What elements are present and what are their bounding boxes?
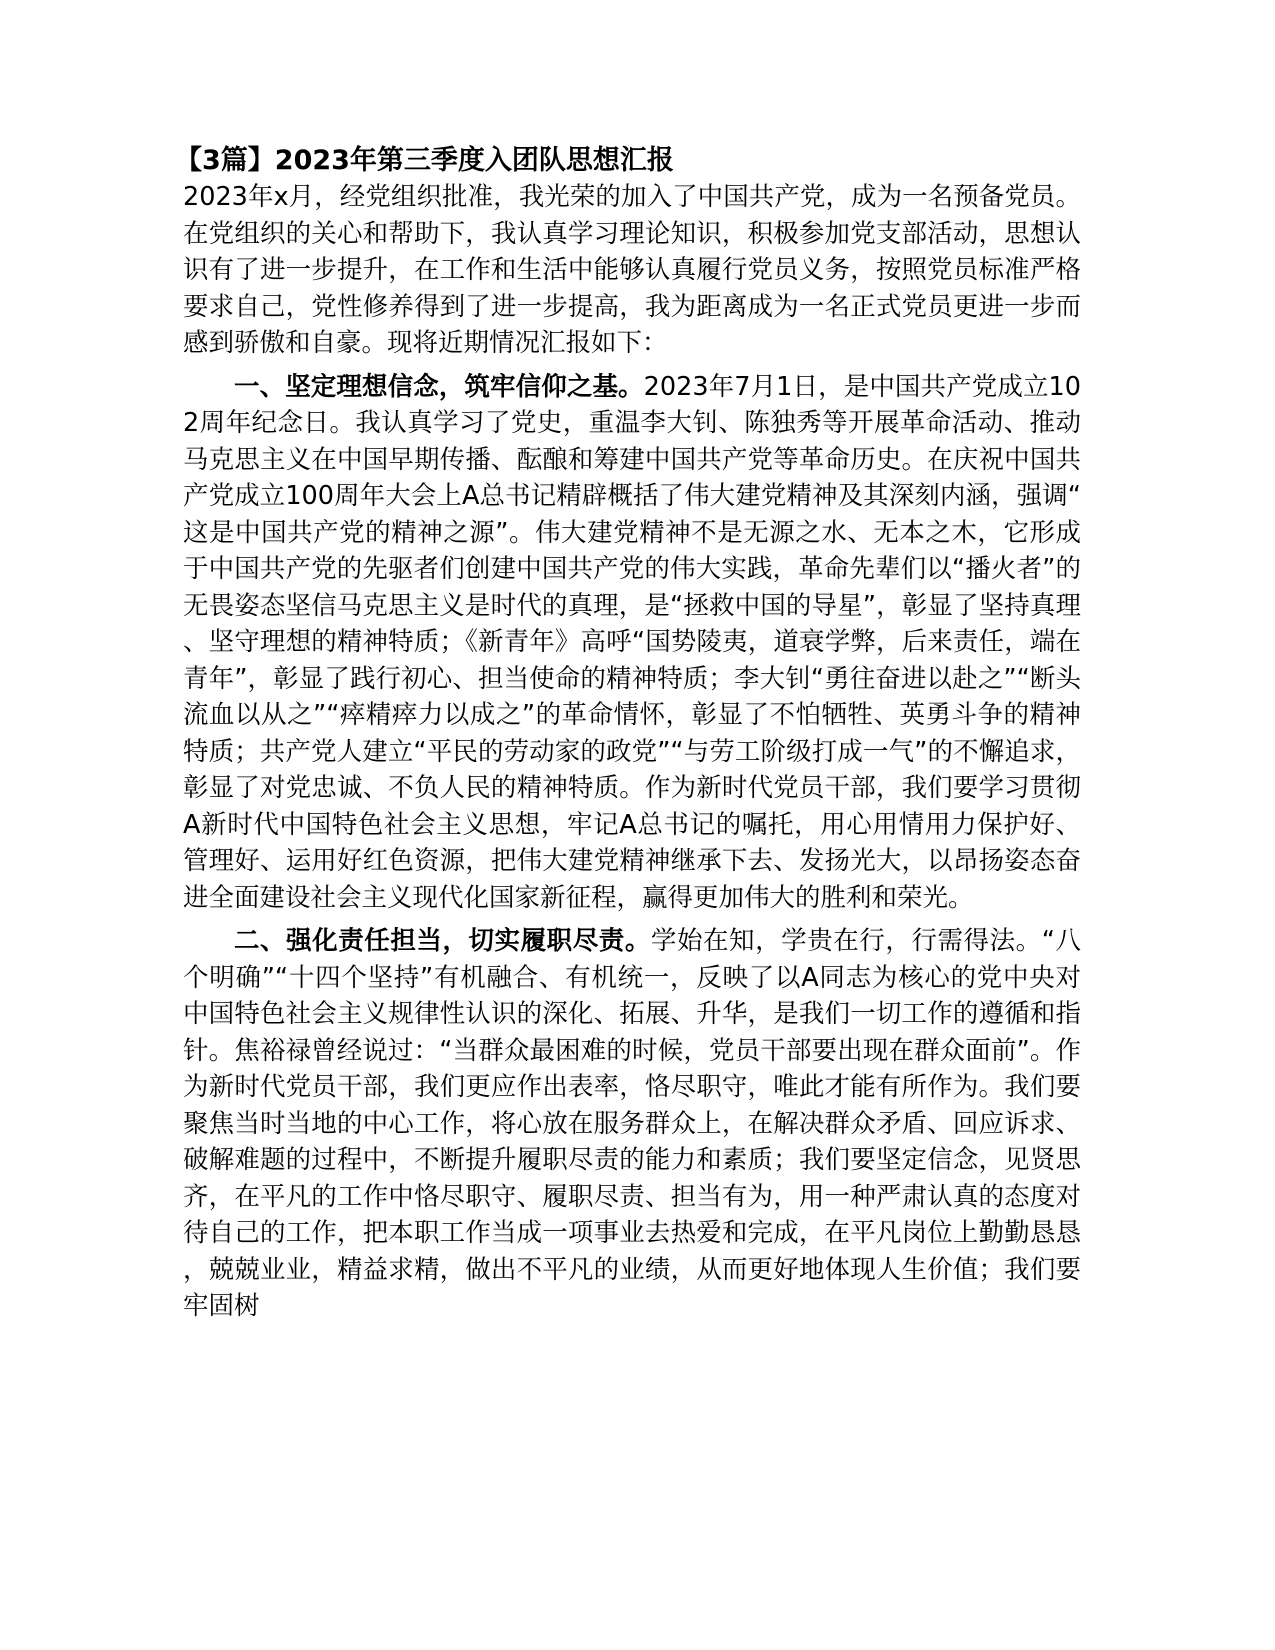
intro-paragraph: 2023年x月，经党组织批准，我光荣的加入了中国共产党，成为一名预备党员。在党组织的关心和帮助下，我认真学习理论知识，积极参加党支部活动，思想认识有了进一步提升，在工作和生活中能够认真履行党员义务，按照党员标准严格要求自己，党性修养得到了进一步提高，我为距离成为一名正式党员更进一步而感到骄傲和自豪。现将近期情况汇报如下： (183, 182, 1081, 358)
section-heading-2: 二、强化责任担当，切实履职尽责。 (234, 926, 651, 956)
section-paragraph-2 (183, 923, 1081, 1325)
section-paragraph-1 (183, 369, 1081, 917)
section-body-2: 学始在知，学贵在行，行需得法。“八个明确”“十四个坚持”有机融合、有机统一，反映了以A同志为核心的党中央对中国特色社会主义规律性认识的深化、拓展、升华，是我们一切工作的遵循和指针。焦裕禄曾经说过：“当群众最困难的时候，党员干部要出现在群众面前”。作为新时代党员干部，我们更应作出表率，恪尽职守，唯此才能有所作为。我们要聚焦当时当地的中心工作，将心放在服务群众上，在解决群众矛盾、回应诉求、破解难题的过程中，不断提升履职尽责的能力和素质；我们要坚定信念，见贤思齐，在平凡的工作中恪尽职守、履职尽责、担当有为，用一种严肃认真的态度对待自己的工作，把本职工作当成一项事业去热爱和完成，在平凡岗位上勤勤恳恳，兢兢业业，精益求精，做出不平凡的业绩，从而更好地体现人生价值；我们要牢固树 (183, 926, 1081, 1321)
document-page (175, 143, 1081, 1332)
section-heading-1: 一、坚定理想信念，筑牢信仰之基。 (234, 371, 644, 402)
section-body-1: 2023年7月1日，是中国共产党成立102周年纪念日。我认真学习了党史，重温李大钊、陈独秀等开展革命活动、推动马克思主义在中国早期传播、酝酿和筹建中国共产党等革命历史。在庆祝中国共产党成立100周年大会上A总书记精辟概括了伟大建党精神及其深刻内涵，强调“这是中国共产党的精神之源”。伟大建党精神不是无源之水、无本之木，它形成于中国共产党的先驱者们创建中国共产党的伟大实践，革命先辈们以“播火者”的无畏姿态坚信马克思主义是时代的真理，是“拯救中国的导星”，彰显了坚持真理、坚守理想的精神特质；《新青年》高呼“国势陵夷，道衰学弊，后来责任，端在青年”，彰显了践行初心、担当使命的精神特质；李大钊“勇往奋进以赴之”“断头流血以从之”“瘁精瘁力以成之”的革命情怀，彰显了不怕牺牲、英勇斗争的精神特质；共产党人建立“平民的劳动家的政党”“与劳工阶级打成一气”的不懈追求，彰显了对党忠诚、不负人民的精神特质。作为新时代党员干部，我们要学习贯彻A新时代中国特色社会主义思想，牢记A总书记的嘱托，用心用情用力保护好、管理好、运用好红色资源，把伟大建党精神继承下去、发扬光大，以昂扬姿态奋进全面建设社会主义现代化国家新征程，赢得更加伟大的胜利和荣光。 (183, 371, 1081, 913)
document-title: 【3篇】2023年第三季度入团队思想汇报 (175, 145, 674, 176)
